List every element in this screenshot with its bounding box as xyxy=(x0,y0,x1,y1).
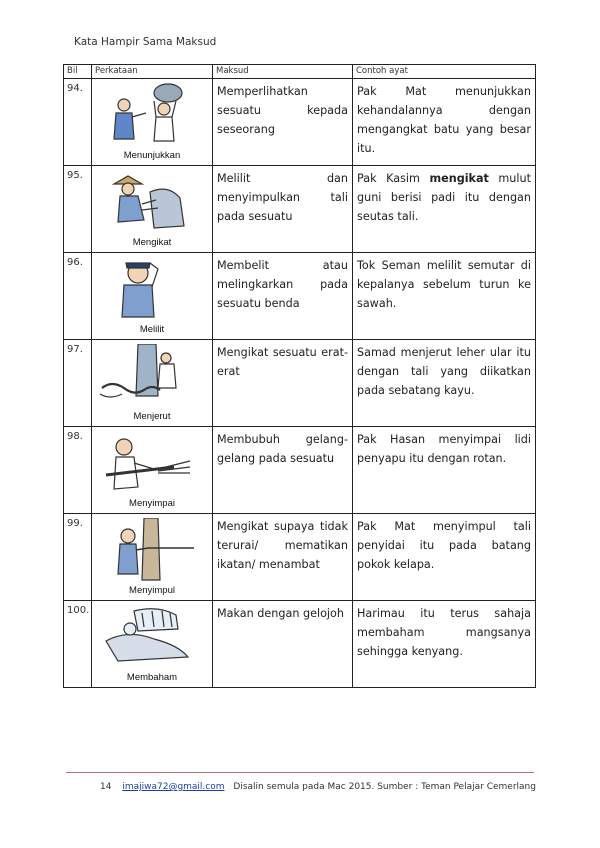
meaning-text: Makan dengan gelojoh xyxy=(217,607,344,620)
table-row xyxy=(64,79,536,166)
example-text: Harimau itu terus sahaja membaham mangsanya sehingga kenyang. xyxy=(357,607,531,658)
source-note: Disalin semula pada Mac 2015. Sumber : Teman Pelajar Cemerlang xyxy=(233,782,536,792)
page-footer xyxy=(100,782,536,792)
word-cell xyxy=(92,514,213,601)
page-number: 14 xyxy=(100,782,112,792)
table-row xyxy=(64,253,536,340)
vocabulary-table xyxy=(63,64,536,688)
word-label: Menyimpul xyxy=(129,585,175,596)
meaning-text: Melilit dan menyimpulkan tali pada sesuatu xyxy=(217,172,348,223)
meaning-text: Memperlihatkan sesuatu kepada seseorang xyxy=(217,85,348,136)
table-row xyxy=(64,340,536,427)
tiger-prey-illustration-icon xyxy=(98,605,206,669)
row-number: 98. xyxy=(67,431,83,442)
meaning-text: Mengikat sesuatu erat-erat xyxy=(217,346,348,378)
word-label: Menjerut xyxy=(133,411,171,422)
example-text: Pak Mat menunjukkan kehandalannya dengan mengangkat batu yang besar itu. xyxy=(357,85,531,155)
meaning-text: Membubuh gelang-gelang pada sesuatu xyxy=(217,433,348,465)
word-cell xyxy=(92,601,213,688)
pointing-illustration-icon xyxy=(98,83,206,147)
meaning-text: Membelit atau melingkarkan pada sesuatu benda xyxy=(217,259,348,310)
word-label: Menyimpai xyxy=(129,498,175,509)
example-text: Pak Kasim mengikat mulut guni berisi padi itu dengan seutas tali. xyxy=(357,172,531,223)
word-label: Mengikat xyxy=(132,237,172,248)
table-row xyxy=(64,514,536,601)
column-header-perkataan: Perkataan xyxy=(92,65,213,79)
column-header-maksud: Maksud xyxy=(213,65,353,79)
meaning-text: Mengikat supaya tidak terurai/ mematikan ikatan/ menambat xyxy=(217,520,348,571)
column-header-contoh-ayat: Contoh ayat xyxy=(353,65,536,79)
word-cell xyxy=(92,340,213,427)
table-row xyxy=(64,166,536,253)
word-cell xyxy=(92,79,213,166)
table-row xyxy=(64,427,536,514)
example-text: Pak Mat menyimpul tali penyidai itu pada batang pokok kelapa. xyxy=(357,520,531,571)
example-text: Samad menjerut leher ular itu dengan tali yang diikatkan pada sebatang kayu. xyxy=(357,346,531,397)
broom-binding-illustration-icon xyxy=(98,431,206,495)
row-number: 95. xyxy=(67,170,83,181)
word-label: Menunjukkan xyxy=(123,150,181,161)
word-cell xyxy=(92,166,213,253)
example-text: Tok Seman melilit semutar di kepalanya sebelum turun ke sawah. xyxy=(357,259,531,310)
tying-sack-illustration-icon xyxy=(98,170,206,234)
row-number: 99. xyxy=(67,518,83,529)
word-cell xyxy=(92,427,213,514)
table-row xyxy=(64,601,536,688)
email-link[interactable]: imajiwa72@gmail.com xyxy=(122,782,225,792)
snake-tree-illustration-icon xyxy=(98,344,206,408)
column-header-bil: Bil xyxy=(64,65,92,79)
tree-knot-illustration-icon xyxy=(98,518,206,582)
row-number: 100. xyxy=(67,605,90,616)
highlighted-word: mengikat xyxy=(429,172,489,185)
row-number: 97. xyxy=(67,344,83,355)
word-label: Melilit xyxy=(139,324,165,335)
page-header: Kata Hampir Sama Maksud xyxy=(74,36,217,48)
headband-illustration-icon xyxy=(98,257,206,321)
footer-divider xyxy=(66,772,534,773)
example-text: Pak Hasan menyimpai lidi penyapu itu dengan rotan. xyxy=(357,433,531,465)
table-header-row xyxy=(64,65,536,79)
word-cell xyxy=(92,253,213,340)
word-label: Membaham xyxy=(126,672,178,683)
row-number: 96. xyxy=(67,257,83,268)
row-number: 94. xyxy=(67,83,83,94)
